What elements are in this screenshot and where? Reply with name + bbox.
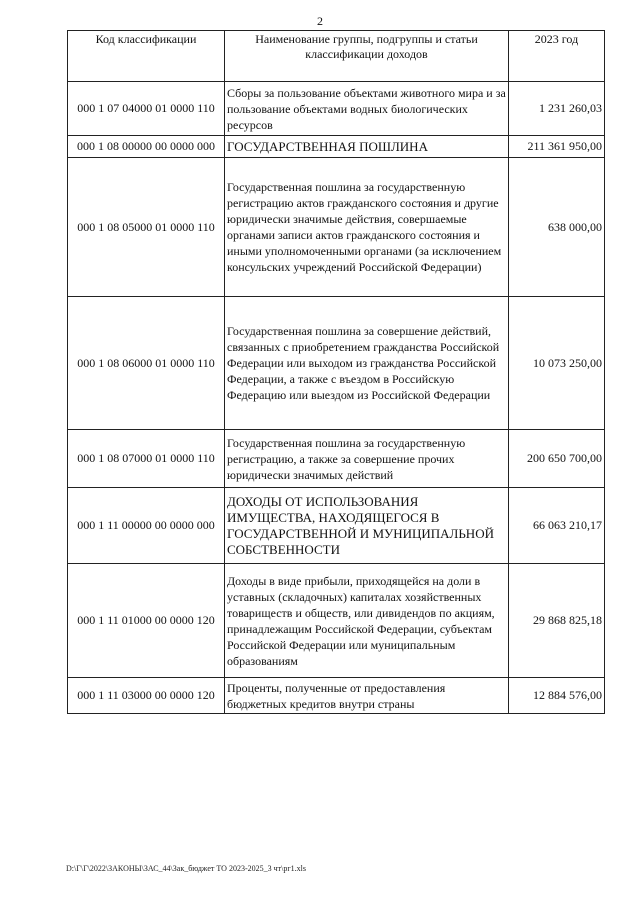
row-name: Государственная пошлина за совершение действий, связанных с приобретением гражданства Российской Федерации или выходом из гражданства Российской Федерации, а также с въездом в Российскую Федерацию или выездом из Российской Федерации	[225, 297, 509, 430]
row-amount: 66 063 210,17	[509, 488, 605, 564]
table-row	[68, 564, 605, 678]
header-code: Код классификации	[68, 31, 225, 82]
table-header-row	[68, 31, 605, 82]
row-name: ДОХОДЫ ОТ ИСПОЛЬЗОВАНИЯ ИМУЩЕСТВА, НАХОДЯЩЕГОСЯ В ГОСУДАРСТВЕННОЙ И МУНИЦИПАЛЬНОЙ СОБСТВЕННОСТИ	[225, 488, 509, 564]
row-code: 000 1 08 00000 00 0000 000	[68, 136, 225, 158]
row-name: Доходы в виде прибыли, приходящейся на доли в уставных (складочных) капиталах хозяйственных товариществ и обществ, или дивидендов по акциям, принадлежащим Российской Федерации, субъектам Российской Федерации или муниципальным образованиям	[225, 564, 509, 678]
row-code: 000 1 08 06000 01 0000 110	[68, 297, 225, 430]
row-name: Государственная пошлина за государственную регистрацию актов гражданского состояния и другие юридически значимые действия, совершаемые органами записи актов гражданского состояния и иными уполномоченными органами (за исключением консульских учреждений Российской Федерации)	[225, 158, 509, 297]
row-amount: 10 073 250,00	[509, 297, 605, 430]
table-row	[68, 488, 605, 564]
row-code: 000 1 07 04000 01 0000 110	[68, 82, 225, 136]
row-amount: 1 231 260,03	[509, 82, 605, 136]
row-amount: 211 361 950,00	[509, 136, 605, 158]
row-amount: 200 650 700,00	[509, 430, 605, 488]
table-row	[68, 82, 605, 136]
row-amount: 638 000,00	[509, 158, 605, 297]
table-row	[68, 297, 605, 430]
table-row	[68, 136, 605, 158]
table-row	[68, 678, 605, 714]
revenue-table	[67, 30, 605, 714]
row-name: Проценты, полученные от предоставления бюджетных кредитов внутри страны	[225, 678, 509, 714]
row-amount: 12 884 576,00	[509, 678, 605, 714]
row-code: 000 1 11 01000 00 0000 120	[68, 564, 225, 678]
table-row	[68, 430, 605, 488]
page-number: 2	[317, 14, 323, 28]
table-row	[68, 158, 605, 297]
row-name: Сборы за пользование объектами животного мира и за пользование объектами водных биологических ресурсов	[225, 82, 509, 136]
header-name: Наименование группы, подгруппы и статьи классификации доходов	[225, 31, 509, 82]
row-code: 000 1 11 00000 00 0000 000	[68, 488, 225, 564]
row-name: Государственная пошлина за государственную регистрацию, а также за совершение прочих юридически значимых действий	[225, 430, 509, 488]
header-amount: 2023 год	[509, 31, 605, 82]
row-amount: 29 868 825,18	[509, 564, 605, 678]
file-path-footer: D:\Г\Г\2022\ЗАКОНЫ\ЗАС_44\Зак_бюджет ТО 2023-2025_3 чт\рг1.xls	[66, 864, 306, 873]
row-code: 000 1 08 07000 01 0000 110	[68, 430, 225, 488]
row-code: 000 1 08 05000 01 0000 110	[68, 158, 225, 297]
row-code: 000 1 11 03000 00 0000 120	[68, 678, 225, 714]
row-name: ГОСУДАРСТВЕННАЯ ПОШЛИНА	[225, 136, 509, 158]
